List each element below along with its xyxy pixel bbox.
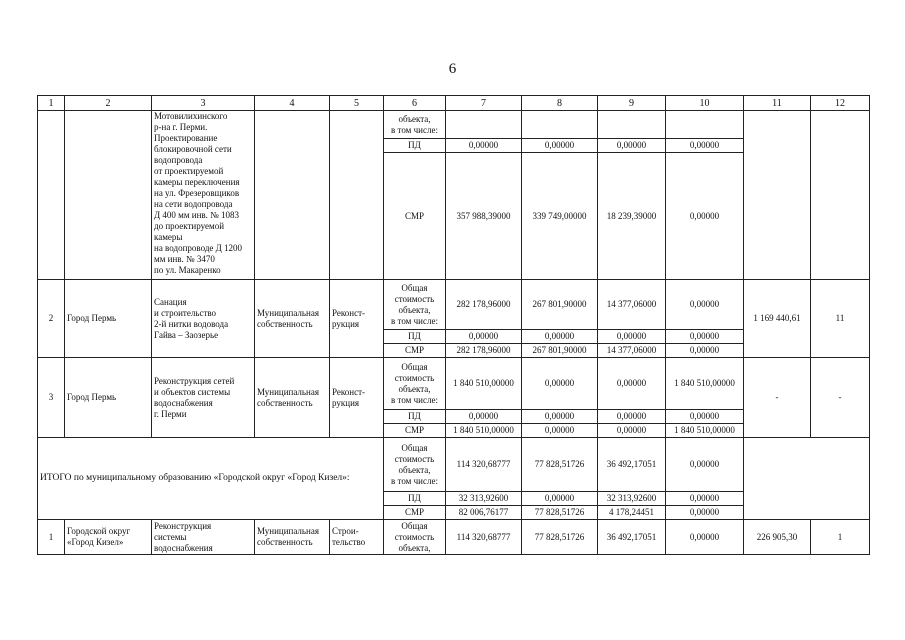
- cell-value: 0,00000: [666, 506, 744, 520]
- cell-value: 339 749,00000: [522, 153, 598, 280]
- page-number: 6: [448, 61, 457, 77]
- cell-value: 0,00000: [522, 492, 598, 506]
- table-row: [38, 358, 870, 410]
- cell-value: 282 178,96000: [446, 344, 522, 358]
- cell-value: 18 239,39000: [598, 153, 666, 280]
- column-header: 4: [255, 96, 330, 111]
- cell-value: 4 178,24451: [598, 506, 666, 520]
- cell-work-type: Реконст- рукция: [330, 358, 384, 438]
- cell-ownership: Муниципальная собственность: [255, 358, 330, 438]
- cell-col11: 1 169 440,61: [744, 280, 811, 358]
- cell-municipality: Городской округ «Город Кизел»: [65, 520, 152, 555]
- cell-value: 14 377,06000: [598, 344, 666, 358]
- cell-value: 77 828,51726: [522, 520, 598, 555]
- cell-municipality: Город Пермь: [65, 358, 152, 438]
- cell-value: 0,00000: [666, 280, 744, 330]
- cell-description: Реконструкция сетей и объектов системы водоснабжения г. Перми: [152, 358, 255, 438]
- investment-table: [37, 95, 870, 555]
- cell-cost-label: СМР: [384, 344, 446, 358]
- cell-cost-label: ПД: [384, 330, 446, 344]
- cell-cost-label: Общая стоимость объекта, в том числе:: [384, 438, 446, 492]
- column-header: 9: [598, 96, 666, 111]
- cell-value: 114 320,68777: [446, 520, 522, 555]
- cell-value: 0,00000: [598, 139, 666, 153]
- cell-value: 114 320,68777: [446, 438, 522, 492]
- cell-value: 77 828,51726: [522, 438, 598, 492]
- cell-value: 357 988,39000: [446, 153, 522, 280]
- cell-value: 36 492,17051: [598, 438, 666, 492]
- cell-cost-label: Общая стоимость объекта,: [384, 520, 446, 555]
- cell-value: 0,00000: [598, 424, 666, 438]
- cell-value: 1 840 510,00000: [446, 424, 522, 438]
- cell-cost-label: ПД: [384, 410, 446, 424]
- cell-value: 267 801,90000: [522, 344, 598, 358]
- cell-value: 0,00000: [666, 492, 744, 506]
- cell-value: 282 178,96000: [446, 280, 522, 330]
- cell-col11: 226 905,30: [744, 520, 811, 555]
- cell-value: 0,00000: [666, 139, 744, 153]
- cell-value: 0,00000: [446, 410, 522, 424]
- cell-value: 0,00000: [666, 330, 744, 344]
- table-row: [38, 520, 870, 555]
- column-header: 5: [330, 96, 384, 111]
- cell-municipality: Город Пермь: [65, 280, 152, 358]
- cell-value: 0,00000: [666, 153, 744, 280]
- cell-value: 0,00000: [522, 424, 598, 438]
- total-row: [38, 438, 870, 492]
- cell-ownership: [255, 111, 330, 280]
- column-header: 7: [446, 96, 522, 111]
- cell-value: 77 828,51726: [522, 506, 598, 520]
- cell-cost-label: Общая стоимость объекта, в том числе:: [384, 280, 446, 330]
- cell-value: [446, 111, 522, 139]
- cell-description: Санация и строительство 2-й нитки водовода Гайва – Заозерье: [152, 280, 255, 358]
- column-header: 3: [152, 96, 255, 111]
- cell-col12: 1: [811, 520, 870, 555]
- cell-value: 0,00000: [666, 344, 744, 358]
- cell-municipality: [65, 111, 152, 280]
- cell-value: 0,00000: [522, 410, 598, 424]
- cell-cost-label: Общая стоимость объекта, в том числе:: [384, 358, 446, 410]
- cell-value: 32 313,92600: [446, 492, 522, 506]
- cell-value: 82 006,76177: [446, 506, 522, 520]
- cell-value: 0,00000: [522, 330, 598, 344]
- cell-value: 36 492,17051: [598, 520, 666, 555]
- cell-num: 1: [38, 520, 65, 555]
- cell-value: 0,00000: [666, 438, 744, 492]
- cell-ownership: Муниципальная собственность: [255, 520, 330, 555]
- cell-value: [598, 111, 666, 139]
- cell-num: [38, 111, 65, 280]
- cell-value: 1 840 510,00000: [446, 358, 522, 410]
- cell-value: [522, 111, 598, 139]
- cell-cost-label: СМР: [384, 153, 446, 280]
- cell-col12: -: [811, 358, 870, 438]
- cell-value: 0,00000: [666, 410, 744, 424]
- total-label: ИТОГО по муниципальному образованию «Городской округ «Город Кизел»:: [38, 438, 384, 520]
- cell-value: 32 313,92600: [598, 492, 666, 506]
- cell-cost-label: объекта, в том числе:: [384, 111, 446, 139]
- cell-col11: -: [744, 358, 811, 438]
- column-header: 11: [744, 96, 811, 111]
- cell-col12: 11: [811, 280, 870, 358]
- cell-col12: [811, 111, 870, 280]
- cell-value: [666, 111, 744, 139]
- cell-value: 0,00000: [666, 520, 744, 555]
- cell-description: Мотовилихинского р-на г. Перми. Проектирование блокировочной сети водопровода от проектируемой камеры переключения на ул. Фрезеровщиков на сети водопровода Д 400 мм инв. № 1083 до проектируемой камеры на водопроводе Д 1200 мм инв. № 3470 по ул. Макаренко: [152, 111, 255, 280]
- cell-value: 0,00000: [446, 139, 522, 153]
- column-header: 8: [522, 96, 598, 111]
- column-header: 10: [666, 96, 744, 111]
- cell-value: 0,00000: [522, 139, 598, 153]
- cell-col11: [744, 111, 811, 280]
- cell-work-type: Реконст- рукция: [330, 280, 384, 358]
- cell-value: 0,00000: [598, 330, 666, 344]
- table-row: [38, 280, 870, 330]
- cell-value: 0,00000: [598, 358, 666, 410]
- cell-description: Реконструкция системы водоснабжения: [152, 520, 255, 555]
- cell-value: 267 801,90000: [522, 280, 598, 330]
- cell-value: 1 840 510,00000: [666, 358, 744, 410]
- column-header: 2: [65, 96, 152, 111]
- cell-value: 0,00000: [598, 410, 666, 424]
- cell-cost-label: ПД: [384, 492, 446, 506]
- cell-num: 2: [38, 280, 65, 358]
- cell-num: 3: [38, 358, 65, 438]
- column-header: 6: [384, 96, 446, 111]
- cell-value: 0,00000: [446, 330, 522, 344]
- cell-value: 0,00000: [522, 358, 598, 410]
- cell-cost-label: ПД: [384, 139, 446, 153]
- cell-cost-label: СМР: [384, 424, 446, 438]
- cell-cost-label: СМР: [384, 506, 446, 520]
- cell-work-type: [330, 111, 384, 280]
- cell-total-empty: [744, 438, 870, 520]
- table-row: [38, 111, 870, 139]
- column-header: 12: [811, 96, 870, 111]
- cell-work-type: Строи- тельство: [330, 520, 384, 555]
- cell-value: 14 377,06000: [598, 280, 666, 330]
- header-row: [38, 96, 870, 111]
- cell-ownership: Муниципальная собственность: [255, 280, 330, 358]
- column-header: 1: [38, 96, 65, 111]
- cell-value: 1 840 510,00000: [666, 424, 744, 438]
